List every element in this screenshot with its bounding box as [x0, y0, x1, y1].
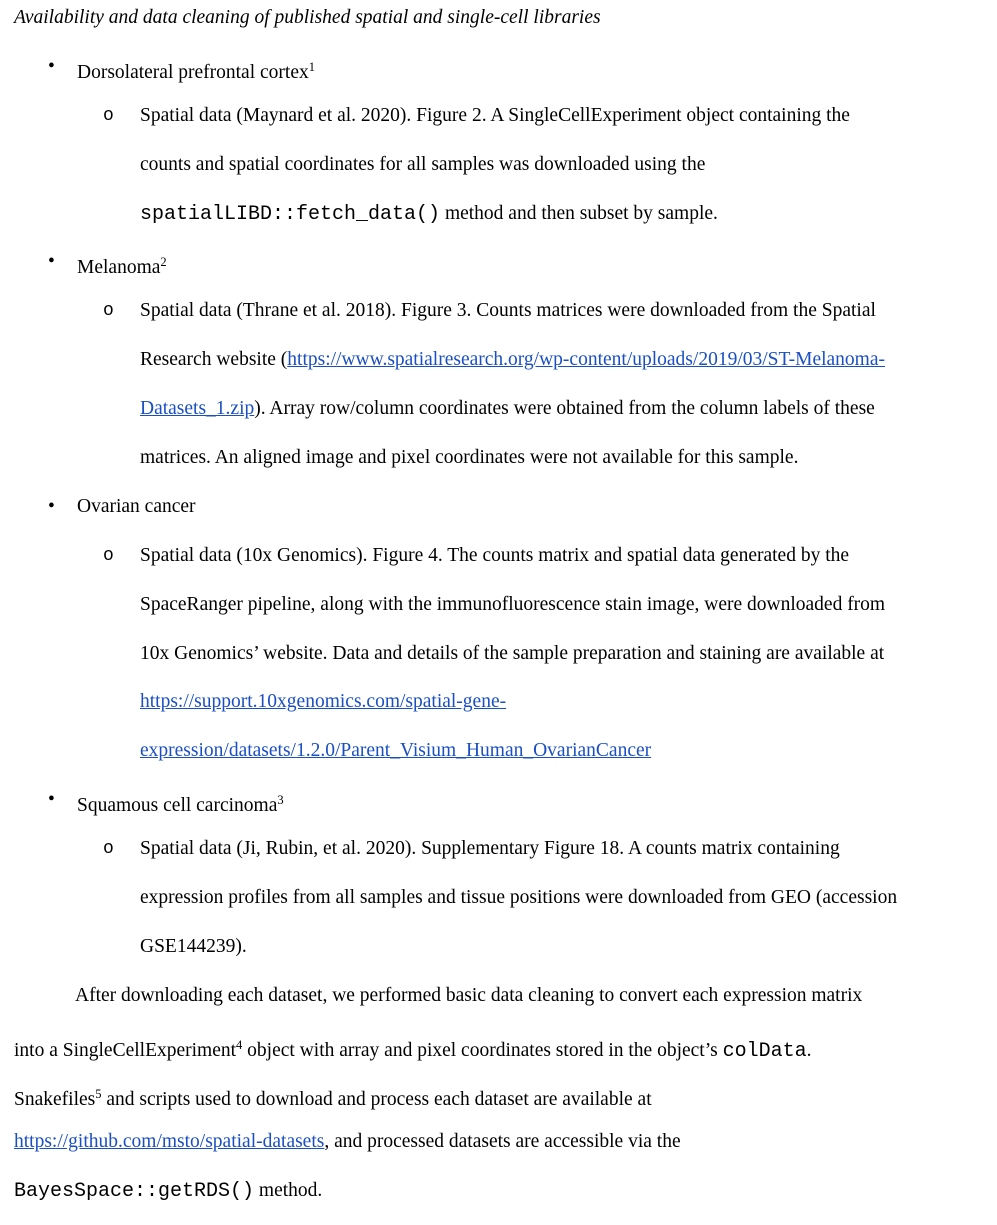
- subbullet-melanoma-spatial-data-line-2: [0, 336, 997, 385]
- footnote-reference: 1: [308, 59, 315, 74]
- bullet-marker-icon: •: [48, 55, 55, 77]
- bullet-melanoma-line-1: [0, 238, 997, 287]
- body-text: ). Array row/column coordinates were obtained from the column labels of these: [254, 398, 875, 420]
- subbullet-dlpfc-spatial-data-line-3: [0, 190, 997, 239]
- section-heading-line-1: [0, 0, 997, 43]
- body-text: After downloading each dataset, we performed basic data cleaning to convert each expression matrix: [75, 984, 863, 1006]
- body-text: Availability and data cleaning of published spatial and single-cell libraries: [14, 7, 601, 28]
- closing-paragraph-line-1: [0, 972, 997, 1021]
- code-text: colData: [722, 1039, 807, 1063]
- subbullet-scc-spatial-data-line-2: [0, 874, 997, 923]
- link-github-spatial-datasets[interactable]: https://github.com/msto/spatial-datasets: [14, 1131, 325, 1153]
- subbullet-dlpfc-spatial-data-line-1: [0, 92, 997, 141]
- footnote-reference: 5: [95, 1086, 102, 1101]
- bullet-dorsolateral-prefrontal-cortex-line-1: [0, 43, 997, 92]
- circle-bullet-marker-icon: o: [103, 105, 114, 126]
- circle-bullet-marker-icon: o: [103, 301, 114, 322]
- body-text: matrices. An aligned image and pixel coordinates were not available for this sample.: [140, 447, 799, 469]
- body-text: Spatial data (10x Genomics). Figure 4. The counts matrix and spatial data generated by the: [140, 544, 850, 566]
- link-10x-ovarian-cancer-dataset[interactable]: https://support.10xgenomics.com/spatial-gene-: [140, 691, 507, 713]
- body-text: method and then subset by sample.: [440, 202, 718, 224]
- code-text: spatialLIBD::fetch_data(): [140, 202, 441, 226]
- body-text: Spatial data (Ji, Rubin, et al. 2020). Supplementary Figure 18. A counts matrix containing: [140, 838, 840, 860]
- closing-paragraph-line-5: [0, 1167, 997, 1216]
- body-text: method.: [254, 1180, 323, 1202]
- circle-bullet-marker-icon: o: [103, 545, 114, 566]
- bullet-squamous-cell-carcinoma-line-1: [0, 776, 997, 825]
- body-text: 10x Genomics’ website. Data and details of the sample preparation and staining are available at: [140, 642, 885, 664]
- body-text: Ovarian cancer: [77, 495, 196, 517]
- body-text: Spatial data (Maynard et al. 2020). Figure 2. A SingleCellExperiment object containing the: [140, 104, 850, 126]
- footnote-reference: 4: [236, 1037, 243, 1052]
- body-text: object with array and pixel coordinates stored in the object’s: [242, 1039, 723, 1061]
- link-st-melanoma-datasets-zip[interactable]: https://www.spatialresearch.org/wp-content/uploads/2019/03/ST-Melanoma-: [287, 349, 885, 371]
- body-text: expression profiles from all samples and tissue positions were downloaded from GEO (accession: [140, 887, 898, 909]
- subbullet-melanoma-spatial-data-line-4: [0, 434, 997, 483]
- bullet-marker-icon: •: [48, 789, 55, 811]
- subbullet-ovarian-spatial-data-line-2: [0, 581, 997, 630]
- subbullet-dlpfc-spatial-data-line-2: [0, 141, 997, 190]
- link-10x-ovarian-cancer-dataset[interactable]: expression/datasets/1.2.0/Parent_Visium_Human_OvarianCancer: [140, 740, 652, 762]
- subbullet-melanoma-spatial-data-line-3: [0, 385, 997, 434]
- closing-paragraph-line-4: [0, 1118, 997, 1167]
- footnote-reference: 3: [277, 793, 284, 808]
- body-text: SpaceRanger pipeline, along with the immunofluorescence stain image, were downloaded from: [140, 593, 886, 615]
- bullet-ovarian-cancer-line-1: [0, 483, 997, 532]
- subbullet-scc-spatial-data-line-3: [0, 923, 997, 972]
- subbullet-scc-spatial-data-line-1: [0, 825, 997, 874]
- body-text: Snakefiles: [14, 1088, 96, 1110]
- link-st-melanoma-datasets-zip[interactable]: Datasets_1.zip: [140, 398, 255, 420]
- body-text: and scripts used to download and process each dataset are available at: [101, 1088, 652, 1110]
- body-text: Dorsolateral prefrontal cortex: [77, 61, 309, 83]
- subbullet-ovarian-spatial-data-line-5: [0, 727, 997, 776]
- closing-paragraph-line-2: [0, 1021, 997, 1070]
- subbullet-ovarian-spatial-data-line-3: [0, 630, 997, 679]
- body-text: GSE144239).: [140, 935, 247, 957]
- subbullet-ovarian-spatial-data-line-4: [0, 678, 997, 727]
- circle-bullet-marker-icon: o: [103, 839, 114, 860]
- code-text: BayesSpace::getRDS(): [14, 1180, 255, 1204]
- body-text: Research website (: [140, 349, 288, 371]
- closing-paragraph-line-3: [0, 1070, 997, 1119]
- body-text: Squamous cell carcinoma: [77, 795, 278, 817]
- body-text: Spatial data (Thrane et al. 2018). Figure 3. Counts matrices were downloaded from the Spatial: [140, 300, 876, 322]
- body-text: counts and spatial coordinates for all samples was downloaded using the: [140, 153, 706, 175]
- body-text: Melanoma: [77, 257, 161, 279]
- bullet-marker-icon: •: [48, 495, 55, 517]
- body-text: into a SingleCellExperiment: [14, 1039, 237, 1061]
- subbullet-ovarian-spatial-data-line-1: [0, 532, 997, 581]
- body-text: .: [806, 1039, 812, 1061]
- body-text: , and processed datasets are accessible via the: [324, 1131, 681, 1153]
- subbullet-melanoma-spatial-data-line-1: [0, 287, 997, 336]
- bullet-marker-icon: •: [48, 251, 55, 273]
- footnote-reference: 2: [160, 255, 167, 270]
